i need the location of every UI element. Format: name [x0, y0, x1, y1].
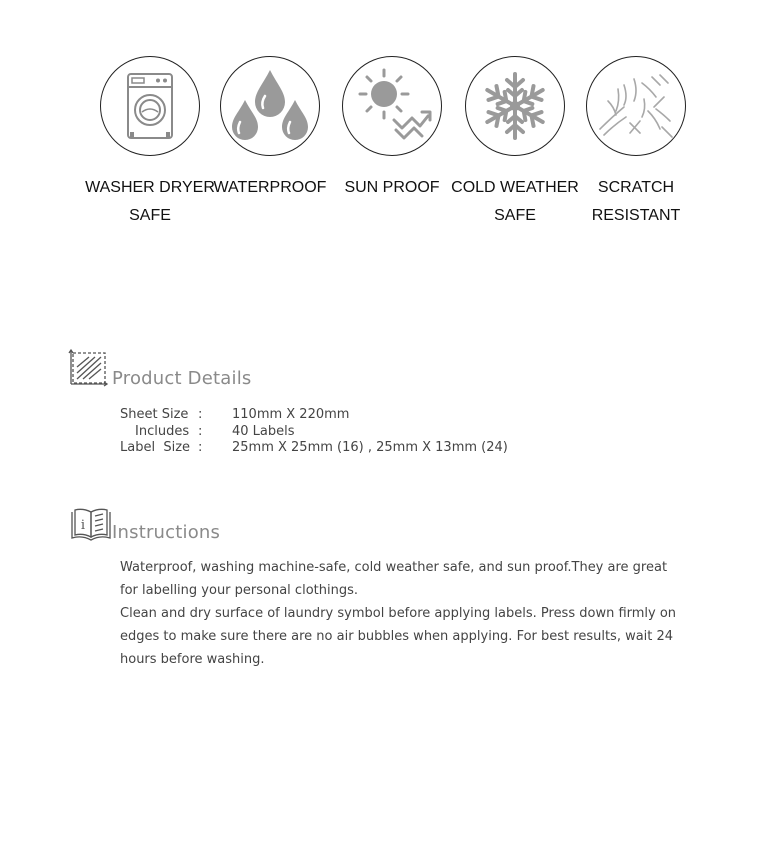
- feature-label: COLD WEATHER SAFE: [451, 179, 579, 224]
- feature-circle: [586, 56, 686, 156]
- ruler-square-icon: [68, 348, 110, 388]
- product-details-table: [120, 407, 508, 457]
- detail-row-label-size: [120, 440, 508, 457]
- instructions-text: [120, 556, 680, 671]
- scratch-icon: [594, 71, 678, 141]
- detail-value: 110mm X 220mm: [232, 407, 350, 422]
- feature-label: WATERPROOF: [213, 179, 327, 196]
- feature-circle: [100, 56, 200, 156]
- svg-text:i: i: [80, 518, 86, 533]
- feature-label: SCRATCH RESISTANT: [591, 179, 681, 224]
- detail-key: Label Size: [120, 440, 191, 455]
- instructions-paragraph: Waterproof, washing machine-safe, cold weather safe, and sun proof.They are great for labelling your personal clothings.: [120, 560, 668, 598]
- detail-key: Sheet Size: [120, 407, 189, 422]
- feature-circle: [342, 56, 442, 156]
- water-drops-icon: [225, 66, 315, 146]
- feature-circle: [465, 56, 565, 156]
- detail-separator: :: [198, 407, 203, 422]
- washing-machine-icon: [120, 70, 180, 142]
- feature-badges: [0, 0, 768, 240]
- feature-sun-proof: [327, 56, 457, 202]
- feature-waterproof: [205, 56, 335, 202]
- instructions-title: Instructions: [112, 522, 221, 543]
- feature-cold-weather-safe: [450, 56, 580, 230]
- feature-label: WASHER DRYER SAFE: [85, 179, 215, 224]
- feature-scratch-resistant: [571, 56, 701, 230]
- snowflake-icon: [476, 67, 554, 145]
- info-book-icon: [70, 504, 112, 544]
- detail-key: Includes: [135, 423, 190, 439]
- instructions-paragraph: Clean and dry surface of laundry symbol before applying labels. Press down firmly on edges to make sure there are no air bubbles when applying. For best results, wait 24 hours before washing.: [120, 606, 677, 667]
- detail-separator: :: [198, 423, 203, 439]
- detail-separator: :: [198, 440, 203, 455]
- detail-value: 25mm X 25mm (16) , 25mm X 13mm (24): [232, 440, 508, 455]
- feature-label: SUN PROOF: [344, 179, 440, 196]
- sun-icon: [350, 64, 434, 148]
- product-details-title: Product Details: [112, 368, 252, 389]
- detail-row-includes: [120, 424, 508, 441]
- feature-circle: [220, 56, 320, 156]
- detail-row-sheet-size: [120, 407, 508, 424]
- feature-washer-dryer-safe: [85, 56, 215, 230]
- detail-value: 40 Labels: [232, 423, 295, 439]
